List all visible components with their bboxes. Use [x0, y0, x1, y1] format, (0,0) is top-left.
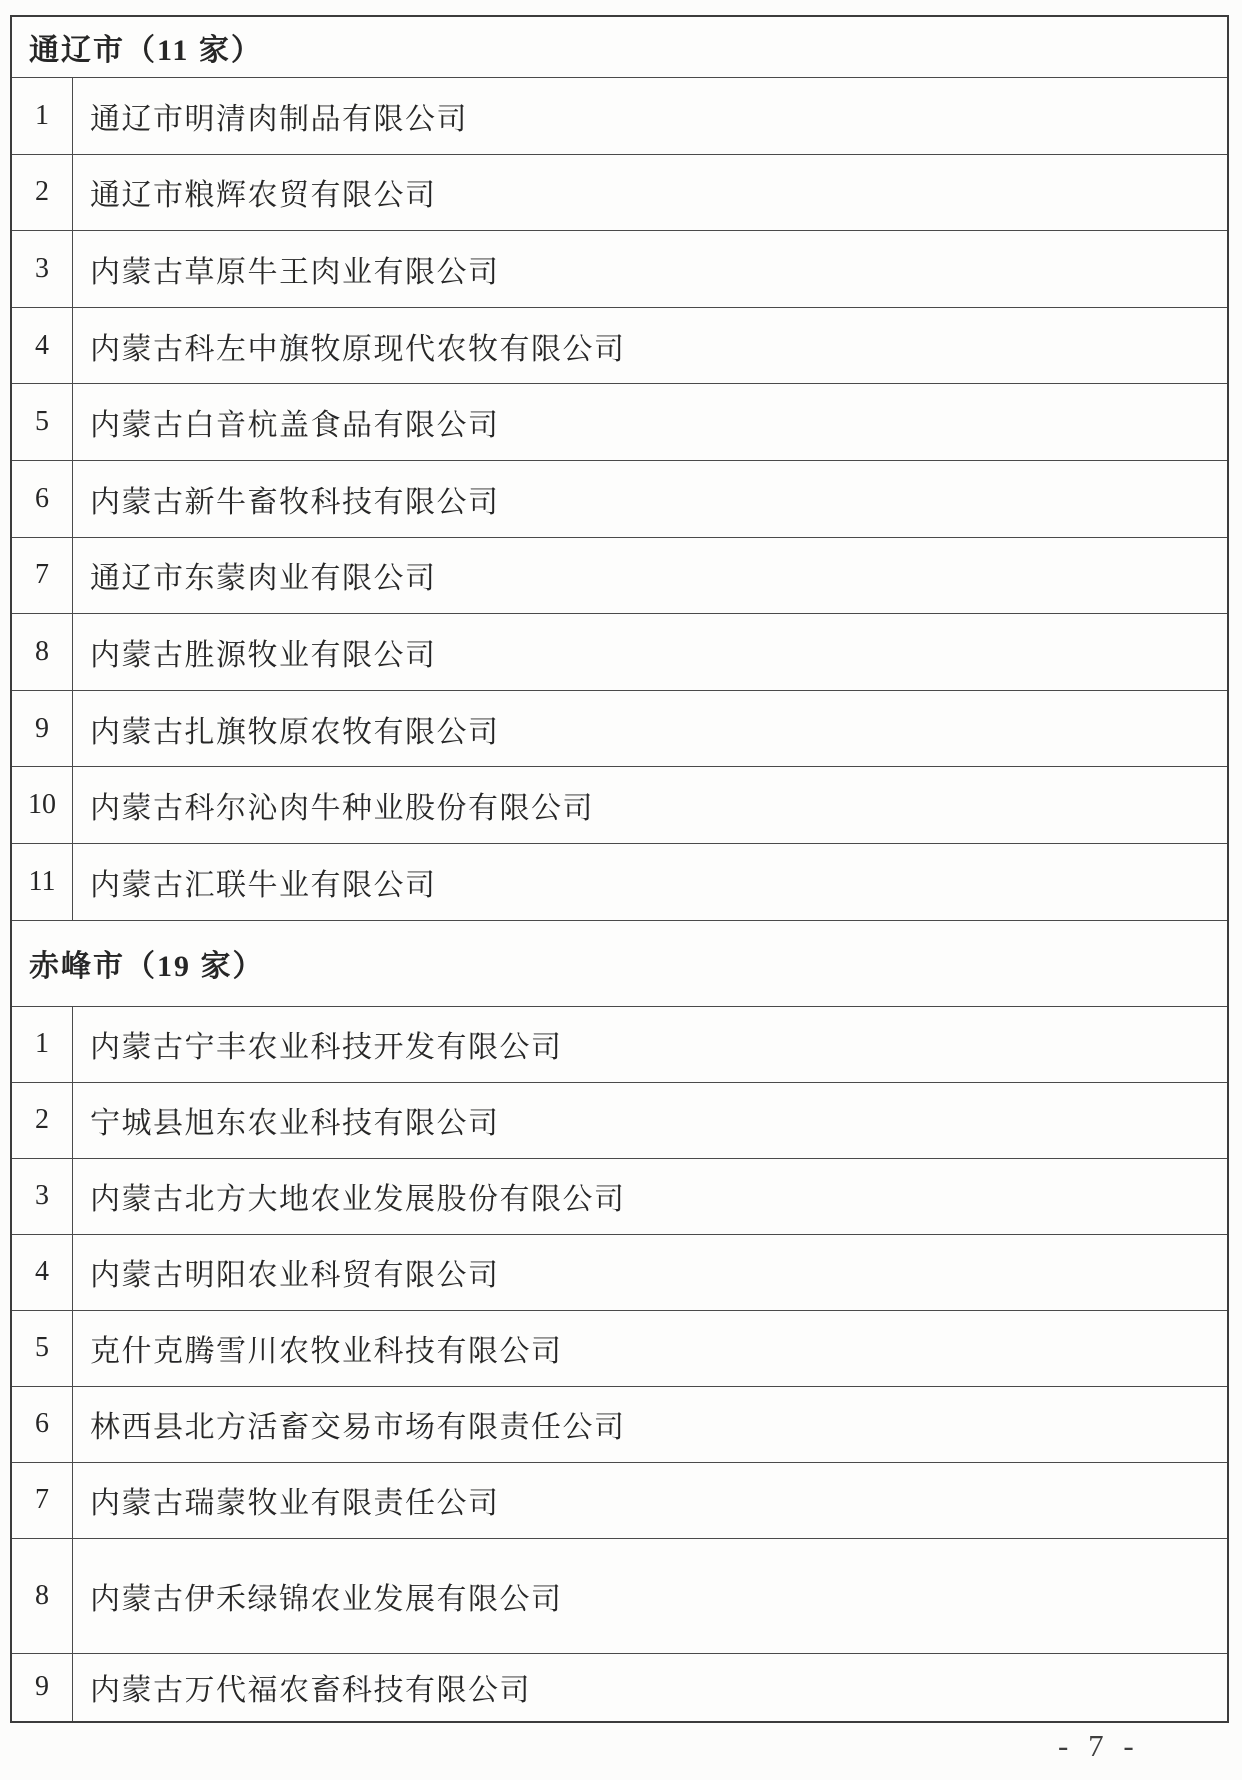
company-name: 内蒙古白音杭盖食品有限公司: [90, 409, 500, 443]
row-number: 10: [12, 767, 73, 843]
page-number: - 7 -: [1058, 1728, 1140, 1763]
city-section: [12, 921, 1227, 1721]
row-number: 7: [12, 538, 73, 614]
company-name: 通辽市东蒙肉业有限公司: [90, 562, 437, 596]
company-name: 内蒙古扎旗牧原农牧有限公司: [90, 715, 500, 749]
table-row: [12, 1539, 1227, 1654]
company-name: 通辽市粮辉农贸有限公司: [90, 179, 437, 213]
table-row: [12, 844, 1227, 921]
company-name: 内蒙古明阳农业科贸有限公司: [90, 1259, 500, 1293]
table-row: [12, 1007, 1227, 1083]
row-number: 3: [12, 231, 73, 307]
table-row: [12, 691, 1227, 768]
company-name: 内蒙古科尔沁肉牛种业股份有限公司: [90, 792, 594, 826]
table-row: [12, 78, 1227, 155]
table-row: [12, 1463, 1227, 1539]
company-name: 内蒙古伊禾绿锦农业发展有限公司: [90, 1582, 563, 1616]
row-number: 1: [12, 78, 73, 154]
table-row: [12, 614, 1227, 691]
table-row: [12, 1311, 1227, 1387]
company-name: 内蒙古草原牛王肉业有限公司: [90, 255, 500, 289]
company-name: 内蒙古宁丰农业科技开发有限公司: [90, 1031, 563, 1065]
table-row: [12, 1654, 1227, 1721]
company-name: 内蒙古北方大地农业发展股份有限公司: [90, 1183, 626, 1217]
table-row: [12, 155, 1227, 232]
table-row: [12, 767, 1227, 844]
row-number: 6: [12, 1387, 73, 1462]
section-header: 赤峰市（19 家）: [12, 921, 1227, 1007]
company-name: 克什克腾雪川农牧业科技有限公司: [90, 1335, 563, 1369]
company-name: 内蒙古汇联牛业有限公司: [90, 868, 437, 902]
table-row: [12, 1159, 1227, 1235]
table-row: [12, 1235, 1227, 1311]
city-section: [12, 17, 1227, 921]
row-number: 9: [12, 1654, 73, 1721]
company-name: 宁城县旭东农业科技有限公司: [90, 1107, 500, 1141]
row-number: 7: [12, 1463, 73, 1538]
row-number: 11: [12, 844, 73, 920]
company-name: 通辽市明清肉制品有限公司: [90, 102, 468, 136]
table-row: [12, 461, 1227, 538]
company-name: 内蒙古科左中旗牧原现代农牧有限公司: [90, 332, 626, 366]
row-number: 8: [12, 614, 73, 690]
company-name: 内蒙古万代福农畜科技有限公司: [90, 1674, 531, 1708]
row-number: 8: [12, 1539, 73, 1653]
table-row: [12, 384, 1227, 461]
table-row: [12, 538, 1227, 615]
row-number: 6: [12, 461, 73, 537]
row-number: 2: [12, 155, 73, 231]
section-header: 通辽市（11 家）: [12, 17, 1227, 78]
company-table: [10, 15, 1229, 1723]
company-name: 内蒙古胜源牧业有限公司: [90, 638, 437, 672]
row-number: 5: [12, 1311, 73, 1386]
row-number: 1: [12, 1007, 73, 1082]
company-name: 内蒙古瑞蒙牧业有限责任公司: [90, 1487, 500, 1521]
row-number: 4: [12, 1235, 73, 1310]
row-number: 3: [12, 1159, 73, 1234]
table-row: [12, 1387, 1227, 1463]
table-row: [12, 1083, 1227, 1159]
table-row: [12, 231, 1227, 308]
row-number: 2: [12, 1083, 73, 1158]
row-number: 9: [12, 691, 73, 767]
table-row: [12, 308, 1227, 385]
company-name: 林西县北方活畜交易市场有限责任公司: [90, 1411, 626, 1445]
row-number: 5: [12, 384, 73, 460]
row-number: 4: [12, 308, 73, 384]
company-name: 内蒙古新牛畜牧科技有限公司: [90, 485, 500, 519]
